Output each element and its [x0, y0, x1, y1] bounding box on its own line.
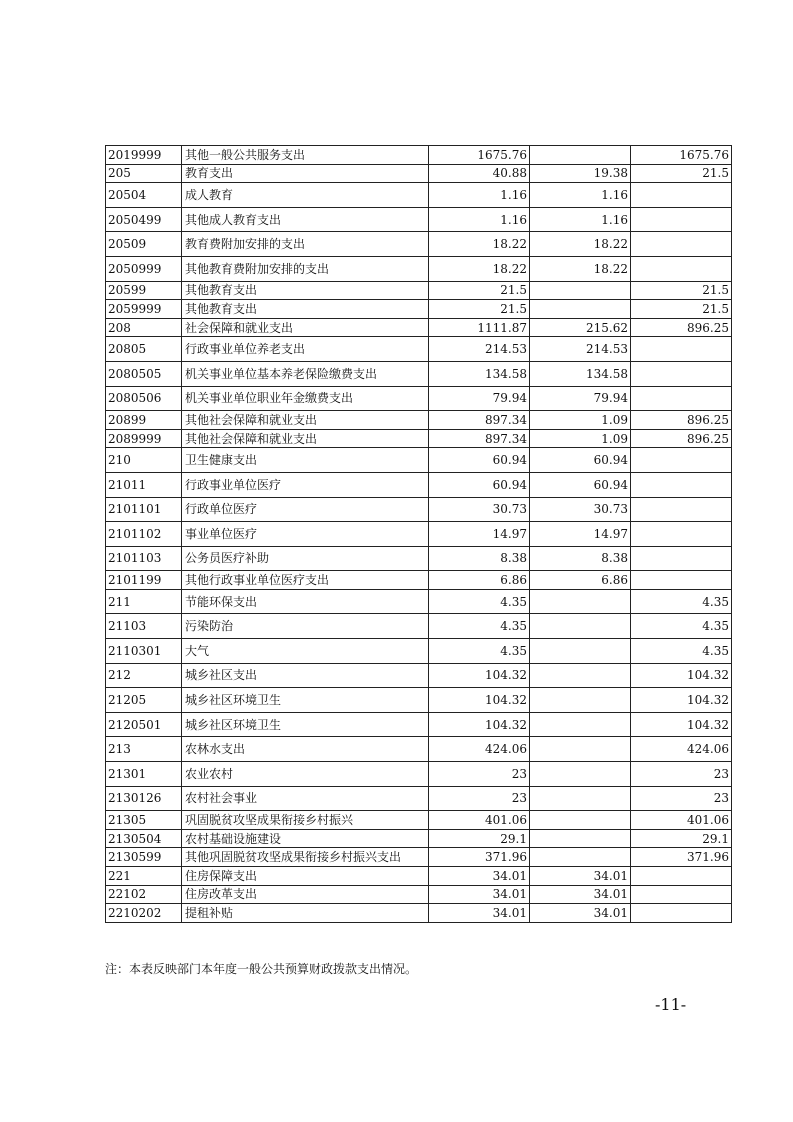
cell-total: 104.32: [429, 688, 530, 713]
cell-basic: 1.09: [530, 429, 631, 448]
cell-project: [631, 904, 732, 923]
cell-project: [631, 207, 732, 232]
cell-project: 21.5: [631, 281, 732, 300]
cell-basic: 1.09: [530, 411, 631, 430]
cell-name: 城乡社区环境卫生: [182, 688, 429, 713]
budget-table: [105, 145, 732, 923]
table-row: [106, 867, 732, 886]
cell-project: [631, 867, 732, 886]
cell-basic: 19.38: [530, 164, 631, 183]
cell-name: 大气: [182, 639, 429, 664]
cell-basic: 1.16: [530, 207, 631, 232]
cell-name: 农林水支出: [182, 737, 429, 762]
cell-code: 2050499: [106, 207, 182, 232]
cell-name: 社会保障和就业支出: [182, 318, 429, 337]
table-row: [106, 497, 732, 522]
cell-basic: [530, 829, 631, 848]
cell-name: 其他教育支出: [182, 300, 429, 319]
cell-code: 210: [106, 448, 182, 473]
cell-code: 2210202: [106, 904, 182, 923]
cell-project: [631, 546, 732, 571]
cell-basic: [530, 811, 631, 830]
cell-name: 行政事业单位医疗: [182, 472, 429, 497]
cell-project: 21.5: [631, 300, 732, 319]
cell-total: 214.53: [429, 337, 530, 362]
cell-name: 其他教育支出: [182, 281, 429, 300]
cell-total: 23: [429, 786, 530, 811]
cell-name: 成人教育: [182, 183, 429, 208]
cell-basic: 34.01: [530, 867, 631, 886]
cell-total: 424.06: [429, 737, 530, 762]
cell-code: 2059999: [106, 300, 182, 319]
cell-code: 21305: [106, 811, 182, 830]
cell-code: 2050999: [106, 256, 182, 281]
cell-project: 424.06: [631, 737, 732, 762]
cell-total: 104.32: [429, 663, 530, 688]
table-row: [106, 146, 732, 165]
cell-project: [631, 497, 732, 522]
cell-total: 4.35: [429, 589, 530, 614]
cell-basic: [530, 639, 631, 664]
cell-code: 20599: [106, 281, 182, 300]
cell-project: 371.96: [631, 848, 732, 867]
cell-project: [631, 522, 732, 547]
table-row: [106, 281, 732, 300]
cell-total: 21.5: [429, 281, 530, 300]
table-row: [106, 885, 732, 904]
cell-name: 其他社会保障和就业支出: [182, 411, 429, 430]
cell-name: 节能环保支出: [182, 589, 429, 614]
cell-project: 104.32: [631, 663, 732, 688]
cell-project: [631, 361, 732, 386]
table-row: [106, 522, 732, 547]
cell-name: 提租补贴: [182, 904, 429, 923]
cell-total: 371.96: [429, 848, 530, 867]
cell-basic: [530, 688, 631, 713]
cell-code: 2019999: [106, 146, 182, 165]
cell-code: 221: [106, 867, 182, 886]
table-row: [106, 429, 732, 448]
cell-name: 污染防治: [182, 614, 429, 639]
table-row: [106, 614, 732, 639]
cell-project: [631, 448, 732, 473]
cell-name: 卫生健康支出: [182, 448, 429, 473]
cell-code: 2089999: [106, 429, 182, 448]
cell-project: [631, 571, 732, 590]
table-row: [106, 472, 732, 497]
cell-total: 1675.76: [429, 146, 530, 165]
cell-name: 农村社会事业: [182, 786, 429, 811]
table-row: [106, 737, 732, 762]
cell-name: 其他教育费附加安排的支出: [182, 256, 429, 281]
cell-total: 4.35: [429, 639, 530, 664]
cell-code: 21301: [106, 762, 182, 787]
table-row: [106, 207, 732, 232]
cell-code: 211: [106, 589, 182, 614]
cell-project: [631, 232, 732, 257]
cell-code: 2120501: [106, 712, 182, 737]
cell-name: 公务员医疗补助: [182, 546, 429, 571]
cell-total: 4.35: [429, 614, 530, 639]
cell-code: 2130126: [106, 786, 182, 811]
table-row: [106, 164, 732, 183]
cell-project: 23: [631, 762, 732, 787]
cell-basic: 1.16: [530, 183, 631, 208]
table-body: [106, 146, 732, 923]
cell-total: 897.34: [429, 429, 530, 448]
cell-project: 23: [631, 786, 732, 811]
cell-project: 4.35: [631, 589, 732, 614]
cell-code: 2130504: [106, 829, 182, 848]
table-row: [106, 386, 732, 411]
cell-total: 14.97: [429, 522, 530, 547]
cell-total: 23: [429, 762, 530, 787]
cell-name: 其他社会保障和就业支出: [182, 429, 429, 448]
cell-project: 896.25: [631, 318, 732, 337]
cell-basic: 34.01: [530, 904, 631, 923]
cell-code: 2080505: [106, 361, 182, 386]
cell-total: 79.94: [429, 386, 530, 411]
cell-name: 机关事业单位基本养老保险缴费支出: [182, 361, 429, 386]
cell-name: 住房保障支出: [182, 867, 429, 886]
cell-basic: [530, 281, 631, 300]
cell-total: 40.88: [429, 164, 530, 183]
cell-total: 21.5: [429, 300, 530, 319]
cell-total: 18.22: [429, 256, 530, 281]
cell-total: 34.01: [429, 904, 530, 923]
cell-total: 897.34: [429, 411, 530, 430]
cell-basic: 34.01: [530, 885, 631, 904]
table-row: [106, 762, 732, 787]
table-row: [106, 639, 732, 664]
cell-code: 20899: [106, 411, 182, 430]
cell-total: 134.58: [429, 361, 530, 386]
table-row: [106, 183, 732, 208]
table-row: [106, 232, 732, 257]
page-number: -11-: [655, 995, 687, 1014]
table-row: [106, 448, 732, 473]
cell-project: [631, 337, 732, 362]
cell-name: 教育费附加安排的支出: [182, 232, 429, 257]
cell-name: 其他行政事业单位医疗支出: [182, 571, 429, 590]
cell-project: 4.35: [631, 639, 732, 664]
table-row: [106, 589, 732, 614]
cell-project: 896.25: [631, 429, 732, 448]
cell-total: 104.32: [429, 712, 530, 737]
cell-basic: 214.53: [530, 337, 631, 362]
table-row: [106, 256, 732, 281]
cell-total: 1.16: [429, 183, 530, 208]
cell-total: 6.86: [429, 571, 530, 590]
cell-basic: 215.62: [530, 318, 631, 337]
cell-name: 城乡社区环境卫生: [182, 712, 429, 737]
cell-project: [631, 386, 732, 411]
cell-project: 104.32: [631, 712, 732, 737]
cell-name: 农业农村: [182, 762, 429, 787]
cell-basic: [530, 848, 631, 867]
cell-code: 2101199: [106, 571, 182, 590]
cell-project: 401.06: [631, 811, 732, 830]
cell-total: 34.01: [429, 867, 530, 886]
cell-name: 农村基础设施建设: [182, 829, 429, 848]
cell-name: 住房改革支出: [182, 885, 429, 904]
cell-project: 896.25: [631, 411, 732, 430]
cell-code: 20805: [106, 337, 182, 362]
cell-total: 30.73: [429, 497, 530, 522]
cell-basic: [530, 786, 631, 811]
cell-basic: 30.73: [530, 497, 631, 522]
cell-code: 22102: [106, 885, 182, 904]
cell-code: 205: [106, 164, 182, 183]
cell-project: [631, 472, 732, 497]
cell-total: 60.94: [429, 472, 530, 497]
cell-name: 其他一般公共服务支出: [182, 146, 429, 165]
cell-code: 212: [106, 663, 182, 688]
cell-basic: [530, 737, 631, 762]
cell-total: 29.1: [429, 829, 530, 848]
cell-code: 2110301: [106, 639, 182, 664]
cell-name: 行政事业单位养老支出: [182, 337, 429, 362]
table-row: [106, 786, 732, 811]
cell-basic: 60.94: [530, 448, 631, 473]
cell-project: 29.1: [631, 829, 732, 848]
cell-code: 213: [106, 737, 182, 762]
cell-total: 34.01: [429, 885, 530, 904]
table-row: [106, 904, 732, 923]
cell-basic: [530, 663, 631, 688]
table-row: [106, 361, 732, 386]
cell-project: 21.5: [631, 164, 732, 183]
cell-project: 104.32: [631, 688, 732, 713]
cell-code: 20504: [106, 183, 182, 208]
cell-name: 机关事业单位职业年金缴费支出: [182, 386, 429, 411]
cell-code: 2101101: [106, 497, 182, 522]
cell-code: 2101103: [106, 546, 182, 571]
table-row: [106, 546, 732, 571]
cell-basic: [530, 589, 631, 614]
cell-name: 事业单位医疗: [182, 522, 429, 547]
cell-basic: 79.94: [530, 386, 631, 411]
cell-total: 18.22: [429, 232, 530, 257]
table-row: [106, 663, 732, 688]
cell-code: 2080506: [106, 386, 182, 411]
cell-name: 其他巩固脱贫攻坚成果衔接乡村振兴支出: [182, 848, 429, 867]
cell-code: 21011: [106, 472, 182, 497]
cell-basic: [530, 614, 631, 639]
cell-basic: 134.58: [530, 361, 631, 386]
cell-total: 60.94: [429, 448, 530, 473]
cell-total: 8.38: [429, 546, 530, 571]
cell-basic: 60.94: [530, 472, 631, 497]
cell-project: 4.35: [631, 614, 732, 639]
cell-project: [631, 256, 732, 281]
cell-name: 其他成人教育支出: [182, 207, 429, 232]
cell-name: 城乡社区支出: [182, 663, 429, 688]
cell-code: 21205: [106, 688, 182, 713]
cell-total: 1.16: [429, 207, 530, 232]
table-row: [106, 300, 732, 319]
cell-name: 行政单位医疗: [182, 497, 429, 522]
table-row: [106, 571, 732, 590]
cell-total: 1111.87: [429, 318, 530, 337]
cell-basic: 14.97: [530, 522, 631, 547]
cell-basic: 18.22: [530, 256, 631, 281]
cell-basic: 6.86: [530, 571, 631, 590]
table-row: [106, 712, 732, 737]
cell-name: 巩固脱贫攻坚成果衔接乡村振兴: [182, 811, 429, 830]
table-row: [106, 848, 732, 867]
cell-project: [631, 183, 732, 208]
cell-basic: 18.22: [530, 232, 631, 257]
table-row: [106, 318, 732, 337]
table-row: [106, 829, 732, 848]
cell-basic: [530, 300, 631, 319]
cell-code: 20509: [106, 232, 182, 257]
cell-project: 1675.76: [631, 146, 732, 165]
table-row: [106, 688, 732, 713]
cell-code: 21103: [106, 614, 182, 639]
cell-code: 2101102: [106, 522, 182, 547]
cell-project: [631, 885, 732, 904]
cell-code: 208: [106, 318, 182, 337]
cell-basic: [530, 762, 631, 787]
cell-basic: 8.38: [530, 546, 631, 571]
table-row: [106, 337, 732, 362]
cell-basic: [530, 712, 631, 737]
footnote: 注：本表反映部门本年度一般公共预算财政拨款支出情况。: [105, 962, 418, 976]
cell-basic: [530, 146, 631, 165]
table-row: [106, 811, 732, 830]
cell-name: 教育支出: [182, 164, 429, 183]
cell-code: 2130599: [106, 848, 182, 867]
cell-total: 401.06: [429, 811, 530, 830]
table-row: [106, 411, 732, 430]
